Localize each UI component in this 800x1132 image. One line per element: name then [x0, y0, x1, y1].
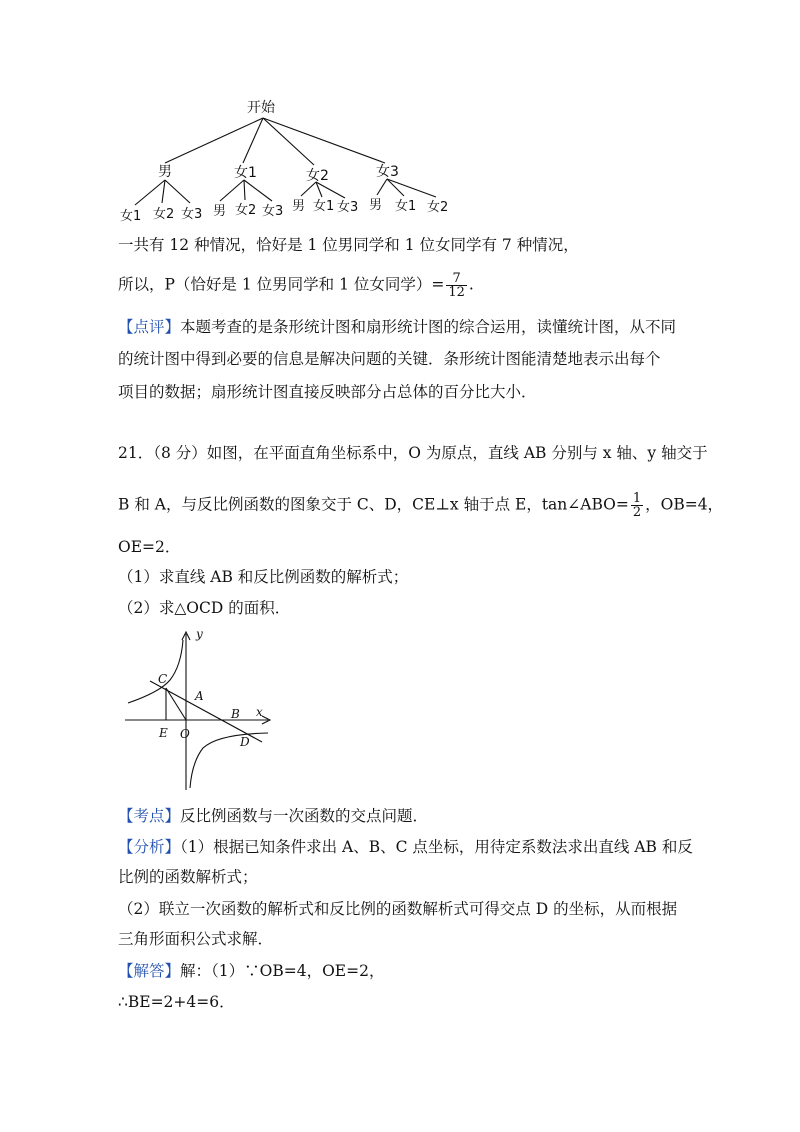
question-21-line-1: 21．（8 分）如图，在平面直角坐标系中，O 为原点，直线 AB 分别与 x 轴、y 轴交于	[118, 444, 708, 462]
tree-l1-male: 男	[158, 164, 172, 180]
tree-l2-0-0: 女1	[120, 209, 142, 224]
fenxi-label: 【分析】	[118, 838, 181, 856]
comment-line-3: 项目的数据；扇形统计图直接反映部分占总体的百分比大小．	[118, 383, 537, 401]
label-y: y	[196, 627, 203, 641]
tree-l2-3-2: 女2	[427, 200, 449, 215]
tree-l2-1-2: 女3	[262, 204, 284, 219]
tree-l2-0-1: 女2	[153, 207, 175, 222]
summary-line-1: 一共有 12 种情况，恰好是 1 位男同学和 1 位女同学有 7 种情况，	[118, 236, 579, 254]
question-21-sub-2: （2）求△OCD 的面积．	[118, 599, 291, 617]
tree-l2-2-0: 男	[292, 199, 306, 214]
comment-label: 【点评】	[118, 318, 181, 336]
question-21-line-2-prefix: B 和 A，与反比例函数的图象交于 C、D，CE⊥x 轴于点 E，tan∠ABO=	[118, 495, 629, 514]
jieda-line-1	[118, 960, 384, 982]
jieda-text-1: 解：（1）∵OB=4，OE=2，	[180, 962, 385, 980]
kaodian-text: 反比例函数与一次函数的交点问题．	[180, 807, 429, 825]
comment-line-2: 的统计图中得到必要的信息是解决问题的关键．条形统计图能清楚地表示出每个	[118, 350, 661, 368]
tree-l1-f3: 女3	[376, 164, 399, 180]
kaodian-line	[118, 805, 428, 827]
fenxi-text-1: （1）根据已知条件求出 A、B、C 点坐标，用待定系数法求出直线 AB 和反	[180, 838, 693, 856]
tree-l2-2-1: 女1	[313, 199, 335, 214]
jieda-label: 【解答】	[118, 962, 181, 980]
tree-l2-3-0: 男	[369, 198, 383, 213]
question-21-line-3: OE=2．	[118, 538, 181, 556]
tree-l1-f2: 女2	[306, 168, 329, 184]
summary-line-2-suffix: .	[468, 275, 474, 294]
tree-l2-0-2: 女3	[181, 207, 203, 222]
label-b: B	[231, 707, 240, 721]
tree-l1-f1: 女1	[234, 165, 257, 181]
fenxi-line-2: 比例的函数解析式；	[118, 868, 258, 886]
tree-l2-1-1: 女2	[235, 203, 257, 218]
fenxi-line-1	[118, 836, 693, 858]
question-21-sub-1: （1）求直线 AB 和反比例函数的解析式；	[118, 568, 409, 586]
label-o: O	[180, 727, 190, 741]
tree-root: 开始	[247, 100, 275, 116]
fenxi-line-4: 三角形面积公式求解．	[118, 930, 274, 948]
label-x: x	[256, 705, 263, 719]
tan-numerator: 1	[632, 491, 642, 506]
comment-text-1: 本题考查的是条形统计图和扇形统计图的综合运用，读懂统计图，从不同	[180, 318, 677, 336]
tree-l2-2-2: 女3	[337, 200, 359, 215]
jieda-line-2: ∴BE=2+4=6．	[118, 993, 235, 1011]
summary-line-2-prefix: 所以，P（恰好是 1 位男同学和 1 位女同学）=	[118, 275, 445, 294]
label-d: D	[240, 735, 250, 749]
tree-l2-1-0: 男	[213, 204, 227, 219]
kaodian-label: 【考点】	[118, 807, 181, 825]
label-c: C	[158, 672, 168, 686]
tan-denominator: 2	[632, 505, 642, 520]
label-e: E	[159, 726, 168, 740]
fraction-numerator: 7	[446, 272, 467, 286]
fenxi-line-3: （2）联立一次函数的解析式和反比例的函数解析式可得交点 D 的坐标，从而根据	[118, 900, 678, 918]
fraction-denominator: 12	[448, 285, 465, 300]
label-a: A	[195, 689, 204, 703]
question-21-line-2-suffix: ，OB=4，	[645, 495, 724, 514]
tree-l2-3-1: 女1	[395, 199, 417, 214]
